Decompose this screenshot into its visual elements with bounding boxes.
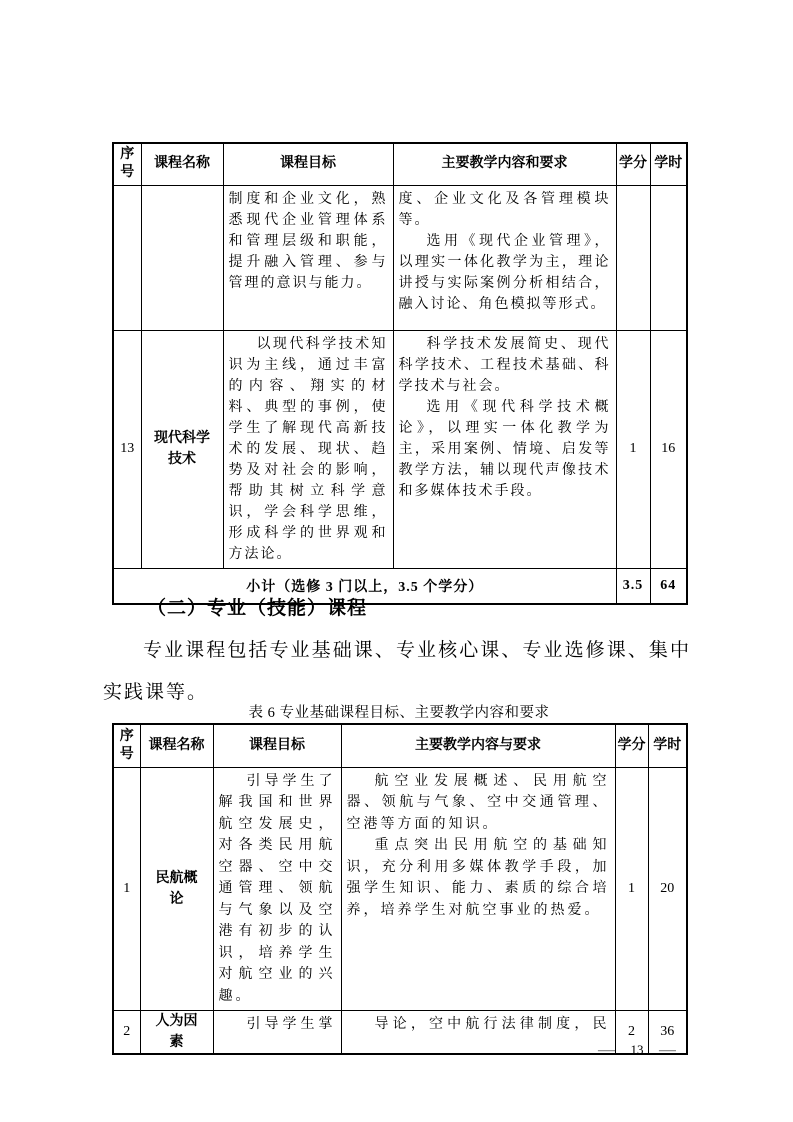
cell-course-name: 人为因素 xyxy=(140,1011,213,1055)
cell-goal xyxy=(213,1011,341,1055)
cell-seq: 13 xyxy=(113,330,141,568)
page-number: 13 xyxy=(630,1042,644,1057)
cell-credit: 1 xyxy=(616,330,650,568)
content-paragraph: 选用《现代企业管理》，以理实一体化教学为主，理论讲授与实际案例分析相结合，融入讨论、角色模拟等形式。 xyxy=(398,233,611,312)
footer-right-dash: — xyxy=(659,1042,676,1057)
cell-content xyxy=(341,767,615,1011)
cell-goal xyxy=(223,330,393,568)
cell-goal xyxy=(223,185,393,330)
table-row-1 xyxy=(113,767,687,1011)
col-header-credit: 学分 xyxy=(616,143,650,185)
cell-hours: 20 xyxy=(648,767,687,1011)
footer-left-dash: — xyxy=(598,1042,615,1057)
content-paragraph: 度、企业文化及各管理模块等。 xyxy=(398,191,611,228)
content-paragraph: 重点突出民用航空的基础知识，充分利用多媒体教学手段，加强学生知识、能力、素质的综合培养，培养学生对航空事业的热爱。 xyxy=(346,838,610,918)
col-header-seq: 序号 xyxy=(113,143,141,185)
cell-course-name: 民航概论 xyxy=(140,767,213,1011)
cell-course-name: 现代科学技术 xyxy=(141,330,223,568)
page-footer xyxy=(600,1042,674,1058)
table-row-continued xyxy=(113,185,687,330)
cell-hours-empty xyxy=(650,185,687,330)
basic-courses-table xyxy=(112,723,688,1055)
section-heading: （二）专业（技能）课程 xyxy=(147,598,368,619)
body-paragraph: 专业课程包括专业基础课、专业核心课、专业选修课、集中实践课等。 xyxy=(103,640,691,703)
content-paragraph: 航空业发展概述、民用航空器、领航与气象、空中交通管理、空港等方面的知识。 xyxy=(346,773,610,832)
cell-seq: 2 xyxy=(113,1011,140,1055)
cell-credit-empty xyxy=(616,185,650,330)
goal-text: 以现代科学技术知识为主线，通过丰富的内容、翔实的材料、典型的事例，使学生了解现代高新技术的发展、现状、趋势及对社会的影响，帮助其树立科学意识，学会科学思维，形成科学的世界观和方法论。 xyxy=(228,336,388,562)
cell-name-empty xyxy=(141,185,223,330)
content-paragraph: 选用《现代科学技术概论》，以理实一体化教学为主，采用案例、情境、启发等教学方法，辅以现代声像技术和多媒体技术手段。 xyxy=(398,399,611,499)
col-header-goal: 课程目标 xyxy=(223,143,393,185)
content-paragraph: 科学技术发展简史、现代科学技术、工程技术基础、科学技术与社会。 xyxy=(398,336,611,394)
goal-text: 制度和企业文化，熟悉现代企业管理体系和管理层级和职能，提升融入管理、参与管理的意识与能力。 xyxy=(228,191,388,291)
cell-seq-empty xyxy=(113,185,141,330)
goal-text: 引导学生了解我国和世界航空发展史，对各类民用航空器、空中交通管理、领航与气象以及空港有初步的认识，培养学生对航空业的兴趣。 xyxy=(218,773,336,1004)
col-header-content: 主要教学内容与要求 xyxy=(341,724,615,767)
goal-text: 引导学生掌 xyxy=(246,1017,336,1032)
cell-credit: 1 xyxy=(615,767,648,1011)
col-header-content: 主要教学内容和要求 xyxy=(393,143,616,185)
cell-goal xyxy=(213,767,341,1011)
col-header-hours: 学时 xyxy=(650,143,687,185)
col-header-hours: 学时 xyxy=(648,724,687,767)
col-header-credit: 学分 xyxy=(615,724,648,767)
col-header-course-name: 课程名称 xyxy=(140,724,213,767)
content-paragraph: 导论，空中航行法律制度，民 xyxy=(374,1017,610,1032)
cell-content xyxy=(393,185,616,330)
subtotal-label: 小计（选修 3 门以上，3.5 个学分） xyxy=(113,568,616,604)
table-caption: 表 6 专业基础课程目标、主要教学内容和要求 xyxy=(248,705,550,721)
cell-content xyxy=(393,330,616,568)
subtotal-hours: 64 xyxy=(650,568,687,604)
cell-content xyxy=(341,1011,615,1055)
col-header-seq: 序号 xyxy=(113,724,140,767)
col-header-course-name: 课程名称 xyxy=(141,143,223,185)
table-header-row xyxy=(113,724,687,767)
subtotal-credit: 3.5 xyxy=(616,568,650,604)
cell-hours: 16 xyxy=(650,330,687,568)
elective-courses-table xyxy=(112,142,688,605)
table-header-row xyxy=(113,143,687,185)
cell-seq: 1 xyxy=(113,767,140,1011)
table-row-13 xyxy=(113,330,687,568)
col-header-goal: 课程目标 xyxy=(213,724,341,767)
cell-credit: 2 xyxy=(615,1011,648,1055)
cell-hours: 36 xyxy=(648,1011,687,1055)
